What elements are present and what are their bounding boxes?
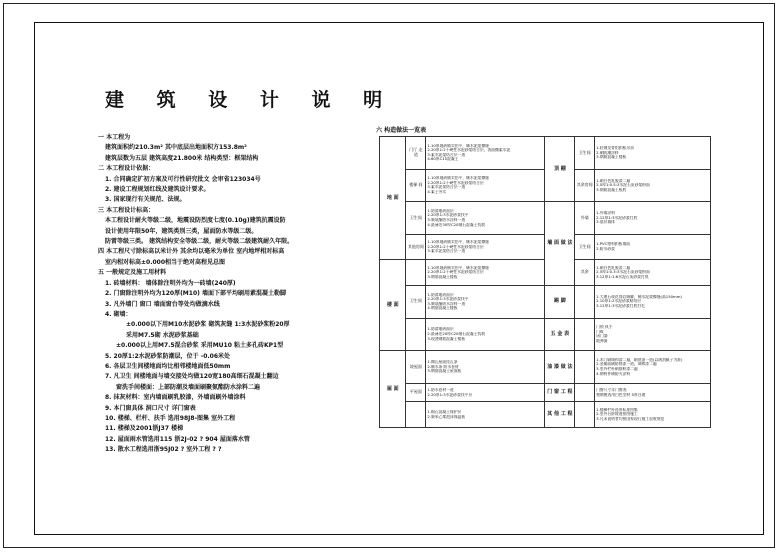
spec-description	[426, 383, 545, 402]
spec-line: 1.大理石或花岗岩踢脚，稀水泥浆擦缝(高150mm)	[596, 294, 682, 299]
note-line: 5. 20厚1:2水泥砂浆防潮层，位于 -0.06米处	[105, 352, 231, 360]
spec-line: 2.刷防潮涂料	[596, 150, 619, 155]
spec-line: 2.室外台阶坡道按图施工	[596, 412, 638, 417]
sub-label: 楼梯 间	[406, 169, 426, 202]
sub-label: 卫生间	[575, 234, 595, 260]
table-row	[380, 318, 711, 351]
spec-line: 1.轻钢龙骨铝扣板吊顶	[596, 145, 634, 150]
sub-label: 坡屋面	[406, 351, 426, 384]
spec-description	[426, 260, 545, 286]
note-line: 13. 散水工程选用浙95J02 ? 室外工程 ? ?	[105, 446, 222, 454]
category-label: 地 面	[380, 137, 406, 260]
spec-line: 2.20厚1:2干硬性水泥砂浆结合层	[427, 270, 484, 275]
note-line: 防雷等级三类。 建筑结构安全等级二级，耐火等级二级建筑耐久年限。	[105, 238, 294, 246]
sub-label: 卫生间	[406, 285, 426, 318]
spec-line: 1.刷白色乳胶漆二遍	[596, 178, 631, 183]
note-line: 4. 砌墙：	[105, 310, 132, 318]
spec-line: 3.12厚1:3水泥砂浆打底扫毛	[596, 304, 645, 309]
spec-line: 2.20厚1:2干硬性水泥砂浆结合层	[427, 180, 484, 185]
sub-label	[575, 318, 595, 351]
sub-label	[406, 402, 426, 428]
construction-spec-table	[379, 136, 711, 428]
note-line: 一 本工程为	[98, 134, 131, 141]
note-line: 建筑面积约210.3m² 其中底层出地面积方153.8m²	[105, 144, 247, 152]
sub-label	[575, 383, 595, 402]
spec-line: 门窗尺寸详门窗表	[596, 387, 627, 392]
spec-line: 2.20厚1:3水泥砂浆找平	[427, 297, 469, 302]
spec-line: 2.12厚1:3水泥砂浆打底	[596, 215, 638, 220]
note-line: 二 本工程设计依据：	[98, 165, 155, 173]
spec-description	[426, 318, 545, 351]
sub-label: 门厅 走道	[406, 137, 426, 170]
spec-description	[595, 318, 711, 351]
table-row	[380, 383, 711, 402]
spec-line: 3.钢筋混凝土楼板	[427, 274, 458, 279]
spec-description	[426, 234, 545, 260]
spec-line: 2.20厚1:3水泥砂浆找平层	[427, 392, 473, 397]
note-line: 7. 凡卫生 间楼地面与墙交接处均做120宽180高细石混凝土翻边	[105, 373, 279, 381]
spec-line: 1.防滑地砖面层	[427, 327, 454, 332]
spec-line: 3.钢筋混凝土板底	[596, 187, 627, 192]
design-notes	[98, 133, 378, 456]
spec-line: 3.基层墙体	[596, 220, 615, 225]
note-line: 室内相对标高±0.000相当于绝对高程见总图	[105, 258, 226, 266]
sub-label	[575, 402, 595, 428]
sub-label	[406, 260, 426, 286]
category-label: 五 金 表	[545, 318, 575, 351]
spec-line: 1.10厚地砖铺实拍平，稀水泥浆擦缝	[427, 143, 489, 148]
note-line: 采用M7.5砌 水泥砂浆基础	[126, 331, 199, 339]
spec-line: 1.PVC塑料扣板墙面	[596, 242, 631, 247]
sub-label: 外墙	[575, 202, 595, 235]
note-line: 设计使用年限50年，建筑类别三类，屋面防水等级二级。	[105, 227, 258, 235]
spec-line: 门吸	[596, 329, 604, 334]
spec-line: 4.钢筋混凝土楼板	[427, 306, 458, 311]
spec-description	[595, 402, 711, 428]
spec-line: 2.金属面刷防锈漆一道，调和漆二遍	[596, 362, 657, 367]
table-row	[380, 202, 711, 235]
category-label: 屋 面	[380, 351, 406, 428]
spec-description	[426, 351, 545, 384]
note-line: 3. 凡外墙门 窗口 墙面窗台等处均做滴水线	[105, 300, 220, 308]
category-label: 踢 脚	[545, 285, 575, 318]
spec-line: 2.10厚1:2水泥砂浆粘结层	[596, 299, 642, 304]
spec-line: 2.聚苯乙烯泡沫保温板	[427, 414, 466, 419]
table-row	[380, 285, 711, 318]
spec-line: 1.刷白色乳胶漆二遍	[596, 265, 631, 270]
page-title: 建 筑 设 计 说 明	[105, 89, 396, 111]
table-row	[380, 351, 711, 384]
note-line: ±0.000以下用M10水泥砂浆 砌筑灰缝 1:3水泥砂浆粉20厚	[126, 321, 290, 329]
spec-line: 1.木门刷调和漆二遍，刷底油一道(以满刮腻子为准)	[596, 357, 683, 362]
spec-description	[595, 202, 711, 235]
spec-line: 1.外墙涂料	[596, 211, 615, 216]
sub-label: 卫生间	[406, 202, 426, 235]
spec-line: 2.顺水条 防水卷材	[427, 364, 459, 369]
table-row	[380, 137, 711, 170]
spec-line: 1.防滑地砖面层	[427, 208, 454, 213]
spec-description	[426, 402, 545, 428]
spec-line: 3.素水泥浆结合层一道	[427, 185, 466, 190]
spec-line: 闭门器	[596, 334, 608, 339]
spec-line: 4.最薄处30厚C20细石混凝土找坡	[427, 222, 486, 227]
spec-line: 1.10厚地砖铺实拍平，稀水泥浆擦缝	[427, 265, 489, 270]
sub-label: 卫生间	[575, 137, 595, 170]
spec-description	[595, 285, 711, 318]
spec-description	[595, 351, 711, 384]
spec-line: 1.10厚地砖铺实拍平，稀水泥浆擦缝	[427, 176, 489, 181]
note-line: 2. 建设工程规划红线及建筑设计要求。	[105, 186, 210, 194]
spec-line: 2.5厚1:0.5:3水泥石灰砂浆粉面	[596, 183, 650, 188]
note-line: 建筑层数为五层 建筑高度21.800米 结构类型：框架结构	[105, 154, 259, 162]
spec-line: 1.10厚地砖铺实拍平，稀水泥浆擦缝	[427, 240, 489, 245]
note-line: 3. 国家现行有关规范、法规。	[105, 196, 186, 204]
note-line: 1. 合同确定扩初方案及可行性研究批文 会审省123034号	[105, 175, 261, 183]
note-line: 9. 本门窗具体 洞口尺寸 详门窗表	[105, 404, 196, 412]
note-line: 三 本工程设计标高：	[98, 206, 155, 214]
note-line: 1. 砖墙材料： 墙体除注明外均为一砖墙(240厚)	[105, 279, 236, 287]
spec-description	[426, 137, 545, 170]
spec-line: 1.防滑地砖面层	[427, 292, 454, 297]
category-label: 墙 面 做 法	[545, 202, 575, 286]
spec-line: 3.素水泥浆结合层一道	[427, 152, 466, 157]
spec-description	[426, 285, 545, 318]
spec-line: 4.60厚C15混凝土	[427, 157, 459, 162]
spec-line: 3.钢筋混凝土屋面板	[427, 369, 462, 374]
spec-line: 3.室外栏杆刷银粉漆二遍	[596, 366, 638, 371]
spec-line: 3.聚氨酯防水涂料一道	[427, 217, 466, 222]
spec-line: 1.防水卷材一道	[427, 387, 454, 392]
note-line: 2. 门窗除注明外均为120厚(M10) 墙面下部平均刷用素混凝土勒脚	[105, 290, 286, 298]
note-line: 10. 楼梯、栏杆、扶手 选用98J8-图集 室外工程	[105, 414, 236, 422]
spec-line: 门锁 执手	[596, 325, 613, 330]
note-line: 五 一般规定及施工用材料	[98, 269, 167, 277]
sub-label	[406, 318, 426, 351]
spec-line: 1.细石混凝土保护层	[427, 410, 462, 415]
spec-line: 3.聚氨酯防水涂料一道	[427, 301, 466, 306]
spec-line: 3.凡未说明者均按国家现行施工验收规范	[596, 416, 665, 421]
category-label: 门 窗 工 程	[545, 383, 575, 402]
table-caption: 六 构造做法一览表	[376, 127, 427, 134]
note-line: 6. 各层卫生间楼地面均比相邻楼地面低50mm	[105, 362, 231, 370]
sub-label: 其他房间	[406, 234, 426, 260]
spec-line: 4.素土夯实	[427, 189, 447, 194]
note-line: 窗洗手间楼面：上部防潮及墙面刷聚氨酯防水涂料二遍	[116, 383, 261, 391]
spec-line: 4.钢构件刷防火涂料	[596, 371, 631, 376]
category-label: 顶 棚	[545, 137, 575, 202]
note-line: 四 本工程尺寸除标高以米计外 其余均以毫米为单位 室内地坪相对标高	[98, 248, 285, 256]
note-line: 11. 楼梯及2001浙J37 楼梯	[105, 425, 184, 433]
sub-label: 其余	[575, 260, 595, 286]
spec-description	[595, 383, 711, 402]
note-line: 本工程设计耐火等级二级，地震设防烈度七度(0.10g)建筑抗震设防	[105, 217, 286, 225]
spec-description	[595, 260, 711, 286]
note-line: 12. 屋面雨水管选用115 浙2J-02 ? 904 屋面落水管	[105, 435, 250, 443]
spec-description	[595, 234, 711, 260]
spec-line: 3.素水泥浆结合层一道	[427, 249, 466, 254]
sub-label	[575, 285, 595, 318]
spec-line: 2.20厚1:2干硬性水泥砂浆结合层，表面撒素水泥	[427, 148, 511, 153]
spec-line: 1.楼梯栏杆选用标准图集	[596, 407, 638, 412]
sub-label: 平屋面	[406, 383, 426, 402]
spec-line: 2.20厚1:3水泥砂浆找平	[427, 213, 469, 218]
sub-label: 其余房间	[575, 169, 595, 202]
spec-line: 地弹簧	[596, 338, 608, 343]
spec-line: 3.钢筋混凝土楼板	[596, 155, 627, 160]
spec-line: 2.最薄处20厚C20细石混凝土找坡	[427, 332, 486, 337]
spec-description	[595, 137, 711, 170]
spec-line: 3.12厚1:1:6水泥石灰砂浆打底	[596, 274, 649, 279]
note-line: 8. 抹灰材料：室内墙面刷乳胶漆，外墙面刷外墙涂料	[105, 394, 246, 402]
spec-line: 塑钢窗选用白色型材 5厚白玻	[596, 392, 646, 397]
spec-line: 3.现浇钢筋混凝土楼板	[427, 336, 466, 341]
table-row	[380, 402, 711, 428]
spec-description	[426, 169, 545, 202]
note-line: ±0.000以上用M7.5混合砂浆 采用MU10 粘土多孔砖KP1型	[116, 342, 284, 350]
spec-line: 2.防水砂浆	[596, 247, 615, 252]
category-label: 其 他 工 程	[545, 402, 575, 428]
spec-description	[426, 202, 545, 235]
spec-line: 1.陶瓦屋面挂瓦条	[427, 360, 458, 365]
sub-label	[575, 351, 595, 384]
spec-line: 2.20厚1:2干硬性水泥砂浆结合层	[427, 244, 484, 249]
spec-line: 2.5厚1:0.3:3水泥石灰砂浆粉面	[596, 270, 650, 275]
category-label: 油 漆 做 法	[545, 351, 575, 384]
spec-description	[595, 169, 711, 202]
category-label: 楼 面	[380, 260, 406, 351]
